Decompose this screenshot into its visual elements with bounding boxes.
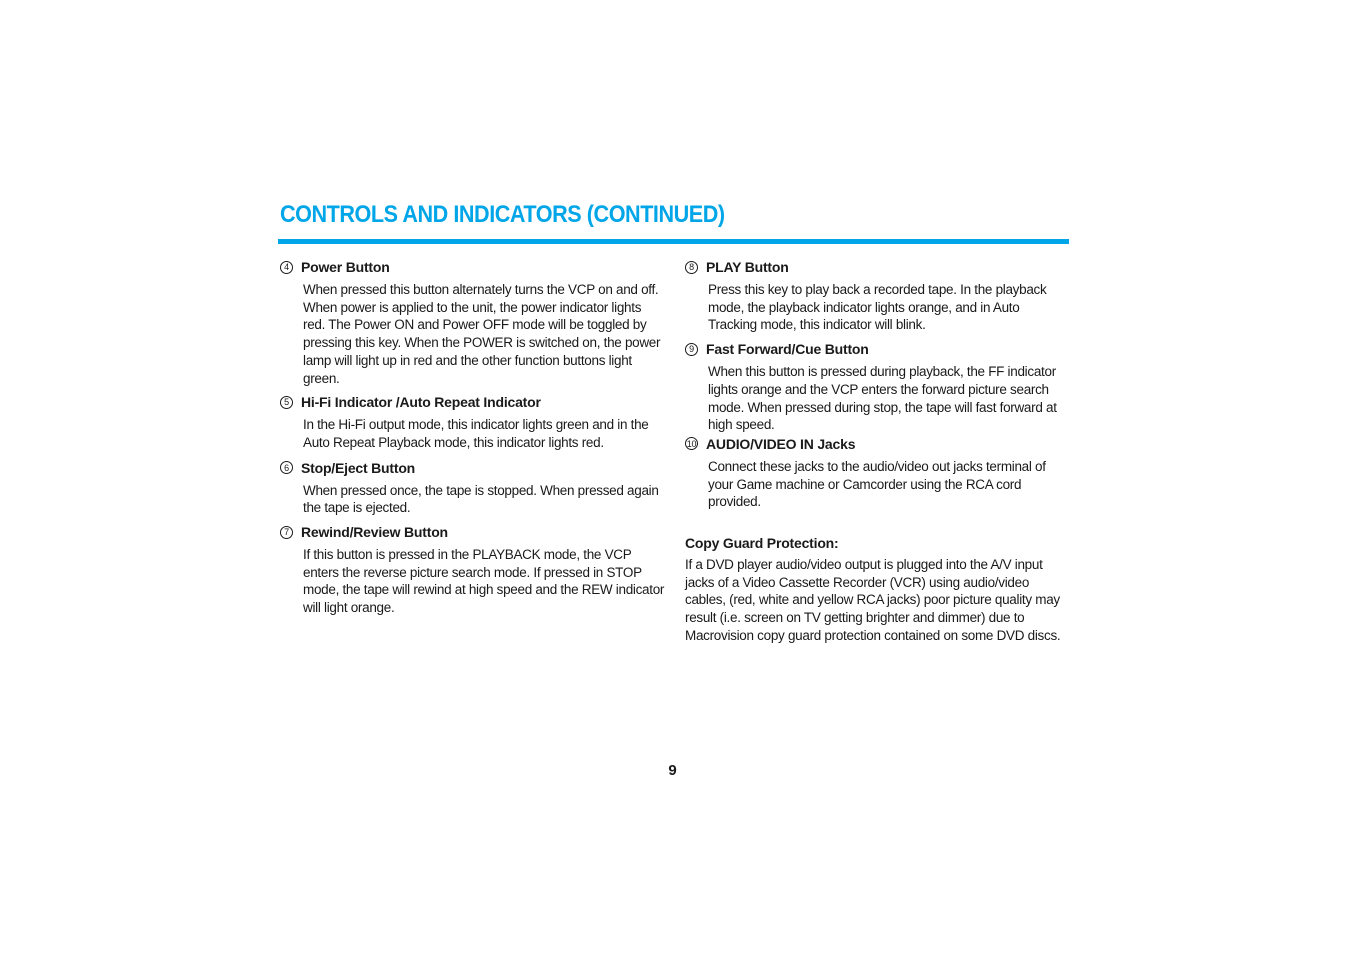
item-play-button xyxy=(685,257,1071,334)
page-number: 9 xyxy=(668,762,677,779)
item-number-badge: 8 xyxy=(685,261,698,274)
item-number-badge: 9 xyxy=(685,343,698,356)
left-column xyxy=(280,257,665,617)
item-fast-forward-button xyxy=(685,339,1071,434)
item-number-badge: 5 xyxy=(280,396,293,409)
item-stop-eject-button xyxy=(280,458,665,517)
item-heading: Fast Forward/Cue Button xyxy=(706,341,869,358)
item-body: Connect these jacks to the audio/video out jacks terminal of your Game machine or Camcorder using the RCA cord provided. xyxy=(708,458,1046,510)
item-body: When pressed once, the tape is stopped. When pressed again the tape is ejected. xyxy=(303,482,659,516)
item-body: Press this key to play back a recorded tape. In the playback mode, the playback indicator lights orange, and in Auto Tracking mode, this indicator will blink. xyxy=(708,282,1047,333)
item-heading: PLAY Button xyxy=(706,259,789,275)
title-rule xyxy=(278,239,1069,244)
copy-guard-body: If a DVD player audio/video output is plugged into the A/V input jacks of a Video Cassette Recorder (VCR) using audio/video cables, (red, white and yellow RCA jacks) poor picture quality may result (i.e. screen on TV getting brighter and dimmer) due to Macrovision copy guard protection contained on some DVD discs. xyxy=(685,557,1061,643)
item-body: When this button is pressed during playback, the FF indicator lights orange and the VCP enters the forward picture search mode. When pressed during stop, the tape will fast forward at high speed. xyxy=(708,364,1057,433)
item-body: In the Hi-Fi output mode, this indicator lights green and in the Auto Repeat Playback mode, this indicator lights red. xyxy=(303,417,649,450)
item-rewind-review-button xyxy=(280,522,665,617)
copy-guard-heading: Copy Guard Protection: xyxy=(685,535,839,552)
item-power-button xyxy=(280,257,665,387)
item-heading: Stop/Eject Button xyxy=(301,459,416,476)
item-heading: Hi-Fi Indicator /Auto Repeat Indicator xyxy=(301,394,541,411)
item-number-badge: 4 xyxy=(280,261,293,274)
right-column xyxy=(685,257,1071,645)
item-hifi-indicator xyxy=(280,392,665,451)
page-title: CONTROLS AND INDICATORS (CONTINUED) xyxy=(280,201,725,228)
item-number-badge: 10 xyxy=(686,438,697,449)
item-body: If this button is pressed in the PLAYBACK mode, the VCP enters the reverse picture search mode. If pressed in STOP mode, the tape will rewind at high speed and the REW indicator will light orange. xyxy=(303,547,665,616)
item-audio-video-jacks xyxy=(685,434,1071,511)
item-number-badge: 6 xyxy=(280,461,293,474)
item-heading: Rewind/Review Button xyxy=(301,524,448,541)
item-heading: AUDIO/VIDEO IN Jacks xyxy=(706,435,856,452)
item-body: When pressed this button alternately turns the VCP on and off. When power is applied to the unit, the power indicator lights red. The Power ON and Power OFF mode will be toggled by pressing this key. When the POWER is switched on, the power lamp will light up in red and the other function buttons light green. xyxy=(303,282,661,386)
item-heading: Power Button xyxy=(301,259,390,275)
item-number-badge: 7 xyxy=(280,526,293,539)
